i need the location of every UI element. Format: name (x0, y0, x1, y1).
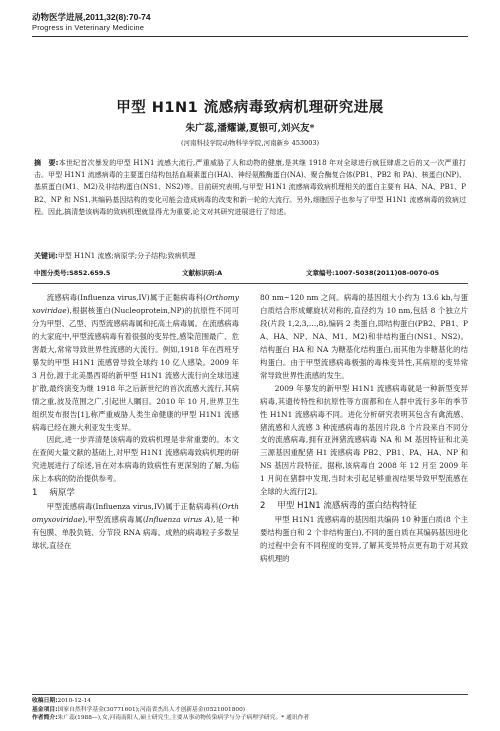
article-affiliation: (河南科技学院动物科学学院,河南新乡 453003) (180, 139, 320, 147)
body-paragraph: 甲型流感病毒(Influenza virus,IV)属于正黏病毒科(Orthomyxoviridae),甲型流感病毒属(Influenza virus A),是一种有包膜、单股负链、分节段 RNA 病毒。成熟的病毒粒子多数呈球状,直径在 (32, 502, 240, 551)
article-meta (34, 268, 466, 280)
body-paragraph: 80 nm~120 nm 之间。病毒的基因组大小约为 13.6 kb,与蛋白质结合形成螺旋状对称的,直径约为 10 nm,包括 8 个独立片段(片段 1,2,3,…,8),编码 2 类蛋白,即结构蛋白(PB2、PB1、PA、HA、NP、NA、M1、M2)和非结构蛋白(NS1、NS2)。结构蛋白 HA 和 NA 为糖基化结构蛋白,而其他为非糖基化的结构蛋白。由于甲型流感病毒极强的毒株变异性,其病原的变异常常导致世界性流感的发生。 (260, 293, 468, 380)
body-paragraph: 因此,进一步弄清楚该病毒的致病机理是非常重要的。本文在查阅大量文献的基础上,对甲型 H1N1 流感病毒致病机理的研究进展进行了综述,旨在对本病毒的致病性有更深刻的了解,为临床上本病的防治提供参考。 (32, 435, 239, 484)
body-paragraph: 流感病毒(Influenza virus,IV)属于正黏病毒科(Orthomyxoviridae),根据核蛋白(Nucleoprotein,NP)的抗原性不同可分为甲型、乙型、丙型流感病毒属和托高土病毒属。在流感病毒的大家庭中,甲型流感病毒有着很强的变异性,感染范围最广、危害最大,常常导致世界性流感的大流行。例如,1918 年在西班牙暴发的甲型 H1N1 流感曾导致全球约 10 亿人感染。2009 年 3 月份,源于北美墨西哥的新甲型 H1N1 流感大流行向全球迅速扩散,最终演变为继 1918 年之后新世纪的首次流感大流行,其病情之重,波及范围之广,引起世人瞩目。2010 年 10 月,世界卫生组织发布报告[1],称严重威胁人类生命健康的甲型 H1N1 流感病毒已经在澳大利亚发生变异。 (32, 293, 239, 432)
article-authors: 朱广蕊,潘耀谦,夏银可,刘兴友* (185, 123, 315, 134)
journal-name-en: Progress in Veterinary Medicine (32, 23, 145, 32)
footnote-received: 收稿日期:2010-12-14 (32, 698, 91, 704)
journal-name-cn: 动物医学进展 (32, 12, 84, 22)
clc-number: 中图分类号:S852.659.5 (34, 269, 111, 277)
keywords-text: 甲型 H1N1 流感;病原学;分子结构;致病机理 (57, 252, 196, 260)
footnote-author: 作者简介:朱广蕊(1988—),女,河南南阳人,硕士研究生,主要从事动物传染病学与分子病理学研究。* 通讯作者 (32, 715, 310, 722)
body-column-left (32, 292, 239, 553)
meta-rule (32, 283, 468, 284)
body-paragraph: 甲型 H1N1 流感病毒的基因组共编码 10 种蛋白质(8 个主要结构蛋白和 2 个非结构蛋白),不同的蛋白质在其编码基因进化的过程中会有不同程度的变异,了解其变异特点更有助于对其致病机理的 (260, 515, 468, 564)
abstract-label: 摘 要: (34, 159, 59, 167)
journal-issue: ,2011,32(8):70-74 (83, 12, 151, 22)
article-title: 甲型 H1N1 流感病毒致病机理研究进展 (116, 100, 384, 116)
article-number: 文章编号:1007-5038(2011)08-0070-05 (306, 269, 440, 277)
keywords (34, 250, 466, 262)
keywords-label: 关键词: (34, 252, 58, 260)
body-paragraph: 2009 年暴发的新甲型 H1N1 流感病毒就是一种新型变异病毒,其遗传特性和抗原性等方面都和在人群中流行多年的季节性 H1N1 流感病毒不同。进化分析研究表明其包含有禽流感、猪流感和人流感 3 种流感病毒的基因片段,8 个片段来自不同分支的流感病毒,拥有亚洲猪流感病毒 NA 和 M 基因特征和北美三源基因重配猪 H1 流感病毒 PB2、PB1、PA、HA、NP 和 NS 基因片段特征。据称,该病毒自 2008 年 12 月至 2009 年 1 月间在猪群中发现,当时未引起足够重视结果导致甲型流感在全球的大流行[2]。 (260, 383, 468, 497)
section-heading-2: 2 甲型 H1N1 流感病毒的蛋白结构特征 (260, 501, 417, 512)
abstract (34, 157, 466, 218)
body-column-right (260, 292, 468, 566)
abstract-text: 本世纪首次暴发的甲型 H1N1 流感大流行,严重威胁了人和动物的健康,是其继 1918 年对全球进行疯狂肆虐之后的又一次严重打击。甲型 H1N1 流感病毒的主要蛋白结构包括血凝素蛋白(HA)、神经氨酸酶蛋白(NA)、聚合酶复合体(PB1、PB2 和 PA)、核蛋白(NP)、基质蛋白(M1、M2)及非结构蛋白(NS1、NS2)等。目前研究表明,与甲型 H1N1 流感病毒致病机理相关的蛋白主要有 HA、NA、PB1、PB2、NP 和 NS1,其编码基因结构的变化可能会造成病毒的改变和新一轮的大流行。另外,细胞因子也参与了甲型 H1N1 流感病毒的致病过程。因此,搞清楚该病毒的致病机理就显得尤为重要,论文对其研究进展进行了综述。 (34, 159, 466, 216)
journal-header (32, 12, 151, 33)
document-code: 文献标识码:A (182, 269, 223, 277)
footnotes (32, 694, 468, 723)
section-heading-1: 1 病原学 (32, 488, 75, 499)
header-rule (32, 36, 468, 37)
footnote-fund: 基金项目:国家自然科学基金(30771601);河南省杰出人才创新基金(0521001800) (32, 706, 246, 713)
